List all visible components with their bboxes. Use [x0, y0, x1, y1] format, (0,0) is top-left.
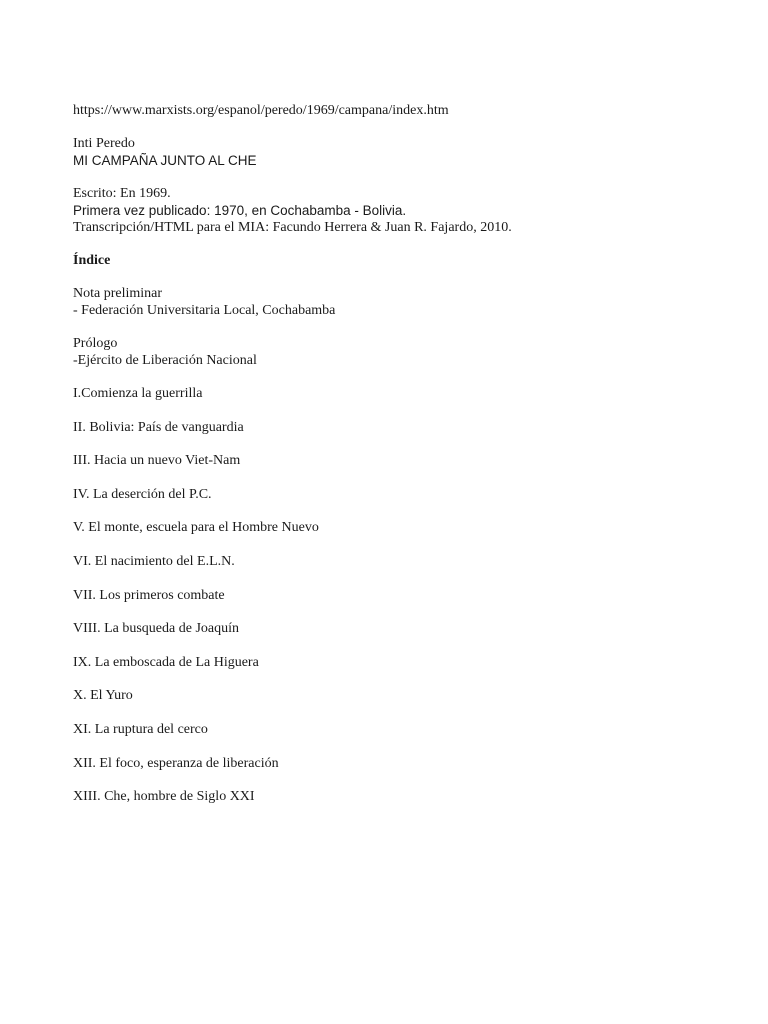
- chapter-link-3[interactable]: III. Hacia un nuevo Viet-Nam: [73, 453, 241, 469]
- chapter-link-6[interactable]: VI. El nacimiento del E.L.N.: [73, 553, 235, 569]
- first-published: Primera vez publicado: 1970, en Cochabamba - Bolivia.: [73, 203, 407, 218]
- spacer: [73, 119, 733, 135]
- chapter-link-12[interactable]: XII. El foco, esperanza de liberación: [73, 755, 279, 771]
- chapter-link-11[interactable]: XI. La ruptura del cerco: [73, 721, 208, 737]
- document-title: MI CAMPAÑA JUNTO AL CHE: [73, 153, 257, 168]
- spacer: [73, 269, 733, 285]
- chapter-link-4[interactable]: IV. La deserción del P.C.: [73, 486, 212, 502]
- spacer: [73, 369, 733, 385]
- prologue-subtitle: -Ejército de Liberación Nacional: [73, 353, 257, 368]
- spacer: [73, 169, 733, 185]
- preliminary-note-subtitle: - Federación Universitaria Local, Cochabamba: [73, 303, 336, 318]
- front-matter-preliminary-note: [73, 285, 733, 319]
- prologue-link[interactable]: Prólogo: [73, 336, 118, 351]
- transcription-credit: Transcripción/HTML para el MIA: Facundo Herrera & Juan R. Fajardo, 2010.: [73, 220, 512, 235]
- spacer: [73, 236, 733, 252]
- preliminary-note-link[interactable]: Nota preliminar: [73, 286, 163, 301]
- chapter-link-2[interactable]: II. Bolivia: País de vanguardia: [73, 419, 244, 435]
- front-matter-prologue: [73, 335, 733, 369]
- source-url[interactable]: https://www.marxists.org/espanol/peredo/1969/campana/index.htm: [73, 103, 449, 118]
- chapter-link-10[interactable]: X. El Yuro: [73, 688, 133, 704]
- document-page: [73, 102, 733, 822]
- spacer: [73, 319, 733, 335]
- chapter-link-5[interactable]: V. El monte, escuela para el Hombre Nuevo: [73, 520, 319, 536]
- chapter-link-9[interactable]: IX. La emboscada de La Higuera: [73, 654, 259, 670]
- index-heading: Índice: [73, 253, 111, 268]
- chapter-link-1[interactable]: I.Comienza la guerrilla: [73, 386, 203, 401]
- author-name: Inti Peredo: [73, 136, 135, 151]
- chapter-link-8[interactable]: VIII. La busqueda de Joaquín: [73, 621, 240, 637]
- chapter-link-7[interactable]: VII. Los primeros combate: [73, 587, 225, 603]
- written-date: Escrito: En 1969.: [73, 186, 171, 201]
- chapter-link-13[interactable]: XIII. Che, hombre de Siglo XXI: [73, 789, 255, 805]
- chapter-list: [73, 385, 733, 805]
